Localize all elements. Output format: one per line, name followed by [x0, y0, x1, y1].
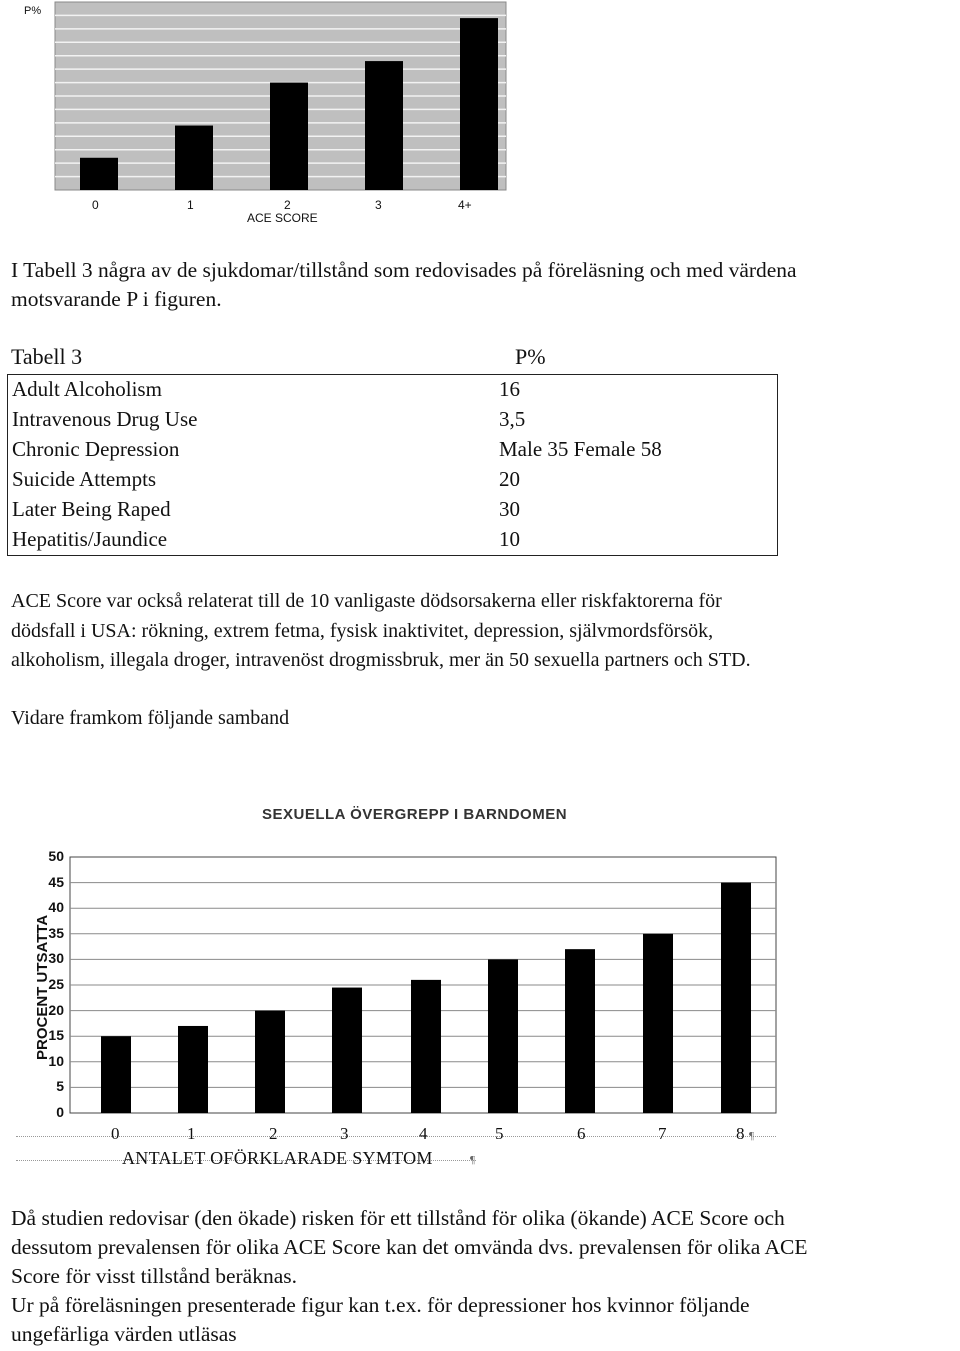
chart2-y-tick: 0 [56, 1104, 64, 1120]
chart1-x-tick: 3 [375, 198, 382, 212]
table-cell-value: 20 [499, 467, 520, 491]
chart1-x-tick: 1 [187, 198, 194, 212]
table-cell-label: Suicide Attempts [12, 467, 157, 491]
chart2-title: SEXUELLA ÖVERGREPP I BARNDOMEN [262, 806, 568, 823]
chart2-x-tick: 2 [269, 1124, 278, 1143]
ace-score-chart [0, 0, 960, 230]
ace-line-3: alkoholism, illegala droger, intravenöst drogmissbruk, mer än 50 sexuella partners och STD. [11, 649, 751, 671]
pilcrow-mark: ¶ [470, 1154, 475, 1166]
chart2-bar [488, 959, 518, 1113]
chart2-bar [178, 1026, 208, 1113]
chart2-y-axis-label: PROCENT UTSATTA [34, 914, 51, 1060]
chart1-bar [175, 126, 213, 190]
closing-line-2: dessutom prevalensen för olika ACE Score kan det omvända dvs. prevalensen för olika ACE [11, 1235, 808, 1259]
vidare-line: Vidare framkom följande samband [11, 707, 290, 729]
chart2-x-tick: 5 [495, 1124, 504, 1143]
chart2-bar [411, 980, 441, 1113]
chart2-x-tick: 1 [187, 1124, 196, 1143]
table-row [8, 405, 777, 435]
table-cell-value: 10 [499, 527, 520, 551]
chart1-bar [365, 61, 403, 190]
chart2-bar [643, 934, 673, 1113]
table-row [8, 495, 777, 525]
table-cell-value: 3,5 [499, 407, 526, 431]
chart2-bar [101, 1036, 131, 1113]
chart2-x-tick: 0 [111, 1124, 120, 1143]
chart1-bar [80, 158, 118, 190]
chart1-x-axis-title: ACE SCORE [247, 211, 318, 225]
chart2-y-tick: 10 [48, 1052, 64, 1069]
chart2-x-tick: 4 [419, 1124, 428, 1143]
chart2-bar [721, 883, 751, 1113]
closing-line-3: Score för visst tillstånd beräknas. [11, 1264, 298, 1288]
pilcrow-mark: ¶ [749, 1130, 754, 1142]
table-cell-label: Intravenous Drug Use [12, 407, 198, 431]
table-cell-value: 30 [499, 497, 520, 521]
closing-line-5: ungefärliga värden utläsas [11, 1322, 237, 1346]
table-column-header: P% [515, 344, 546, 369]
table-cell-label: Later Being Raped [12, 497, 171, 521]
chart2-y-tick: 30 [48, 950, 64, 967]
chart2-x-tick: 7 [658, 1124, 667, 1143]
table-row [8, 435, 777, 465]
table-row [8, 525, 777, 555]
table-cell-value: Male 35 Female 58 [499, 437, 662, 461]
chart2-x-tick: 3 [340, 1124, 349, 1143]
sexual-abuse-chart [0, 840, 960, 1130]
ace-line-2: dödsfall i USA: rökning, extrem fetma, fysisk inaktivitet, depression, självmordsförsök, [11, 620, 714, 642]
chart2-y-tick: 15 [48, 1027, 64, 1044]
chart2-y-tick: 25 [48, 976, 64, 992]
chart2-bar [332, 988, 362, 1113]
chart2-bar [255, 1011, 285, 1113]
chart1-y-axis-label: P% [24, 5, 42, 17]
chart1-x-tick: 4+ [458, 198, 472, 212]
condition-table [7, 374, 778, 556]
table-title: Tabell 3 [11, 344, 83, 369]
chart2-y-tick: 40 [48, 899, 64, 916]
table-row [8, 465, 777, 495]
chart2-y-tick: 35 [48, 924, 64, 941]
chart1-bar [270, 83, 308, 190]
intro-line-1: I Tabell 3 några av de sjukdomar/tillstånd som redovisades på föreläsning och med värdena [11, 258, 797, 282]
chart2-x-axis-title: ANTALET OFÖRKLARADE SYMTOM [122, 1148, 433, 1168]
intro-line-2: motsvarande P i figuren. [11, 287, 222, 311]
chart2-y-tick: 50 [48, 848, 64, 864]
chart2-x-tick: 6 [577, 1124, 586, 1143]
chart2-y-tick: 5 [56, 1078, 64, 1095]
closing-line-1: Då studien redovisar (den ökade) risken för ett tillstånd för olika (ökande) ACE Score och [11, 1206, 785, 1230]
table-cell-value: 16 [499, 377, 520, 401]
ace-line-1: ACE Score var också relaterat till de 10 vanligaste dödsorsakerna eller riskfaktorerna för [11, 590, 722, 612]
chart1-x-tick: 2 [284, 198, 291, 212]
chart2-y-tick: 20 [48, 1001, 64, 1018]
chart2-y-tick: 45 [48, 873, 64, 890]
chart2-bar [565, 949, 595, 1113]
chart1-bar [460, 18, 498, 190]
table-cell-label: Hepatitis/Jaundice [12, 527, 168, 551]
table-cell-label: Adult Alcoholism [12, 377, 162, 401]
table-row [8, 375, 777, 405]
closing-line-4: Ur på föreläsningen presenterade figur kan t.ex. för depressioner hos kvinnor följande [11, 1293, 750, 1317]
chart1-x-tick: 0 [92, 198, 99, 212]
table-cell-label: Chronic Depression [12, 437, 180, 461]
chart2-x-tick: 8 [736, 1124, 745, 1143]
